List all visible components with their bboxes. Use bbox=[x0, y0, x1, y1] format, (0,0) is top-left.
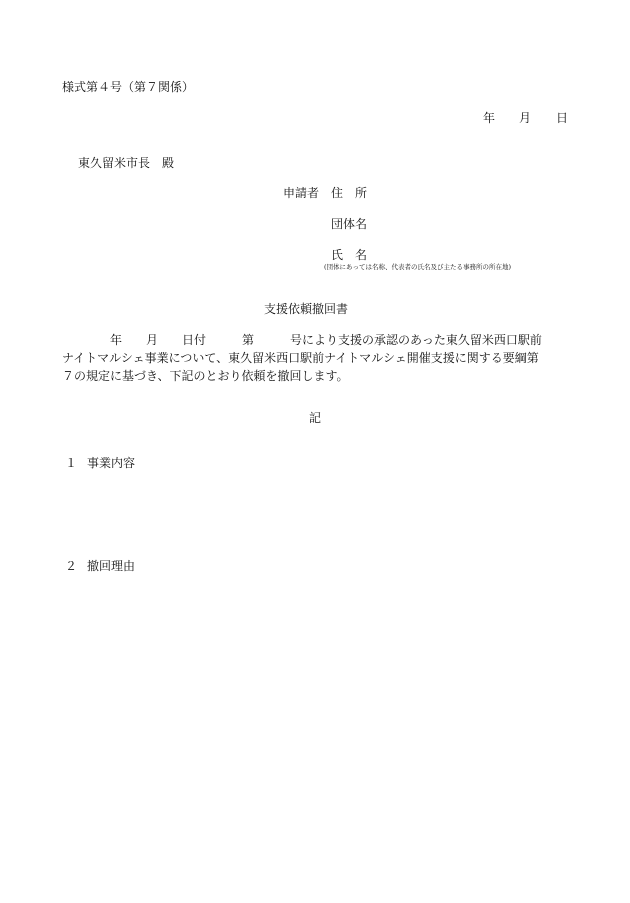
applicant-name-label: 氏 名 bbox=[331, 248, 368, 262]
date-day-label: 日 bbox=[556, 111, 569, 125]
applicant-heading: 申請者 bbox=[283, 186, 320, 200]
date-month-label: 月 bbox=[519, 111, 532, 125]
ki-heading: 記 bbox=[309, 411, 322, 425]
date-year-label: 年 bbox=[483, 111, 496, 125]
item-label: 事業内容 bbox=[87, 456, 136, 470]
item-number: ２ bbox=[65, 559, 78, 573]
body-line: ナイトマルシェ事業について、東久留米西口駅前ナイトマルシェ開催支援に関する要綱第 bbox=[62, 351, 539, 365]
addressee: 東久留米市長 殿 bbox=[78, 156, 175, 170]
body-paragraph bbox=[62, 331, 572, 385]
body-line: ７の規定に基づき、下記のとおり依頼を撤回します。 bbox=[62, 369, 349, 383]
item-number: １ bbox=[65, 456, 78, 470]
document-title: 支援依頼撤回書 bbox=[264, 302, 349, 316]
form-number: 様式第４号（第７関係） bbox=[62, 80, 195, 94]
applicant-org-label: 団体名 bbox=[331, 217, 368, 231]
item-label: 撤回理由 bbox=[87, 559, 136, 573]
applicant-address-label: 住 所 bbox=[331, 186, 368, 200]
body-line: 年 月 日付 第 号により支援の承認のあった東久留米西口駅前 bbox=[62, 333, 542, 347]
applicant-note: (団体にあっては名称、代表者の氏名及び主たる事務所の所在地) bbox=[324, 263, 512, 271]
